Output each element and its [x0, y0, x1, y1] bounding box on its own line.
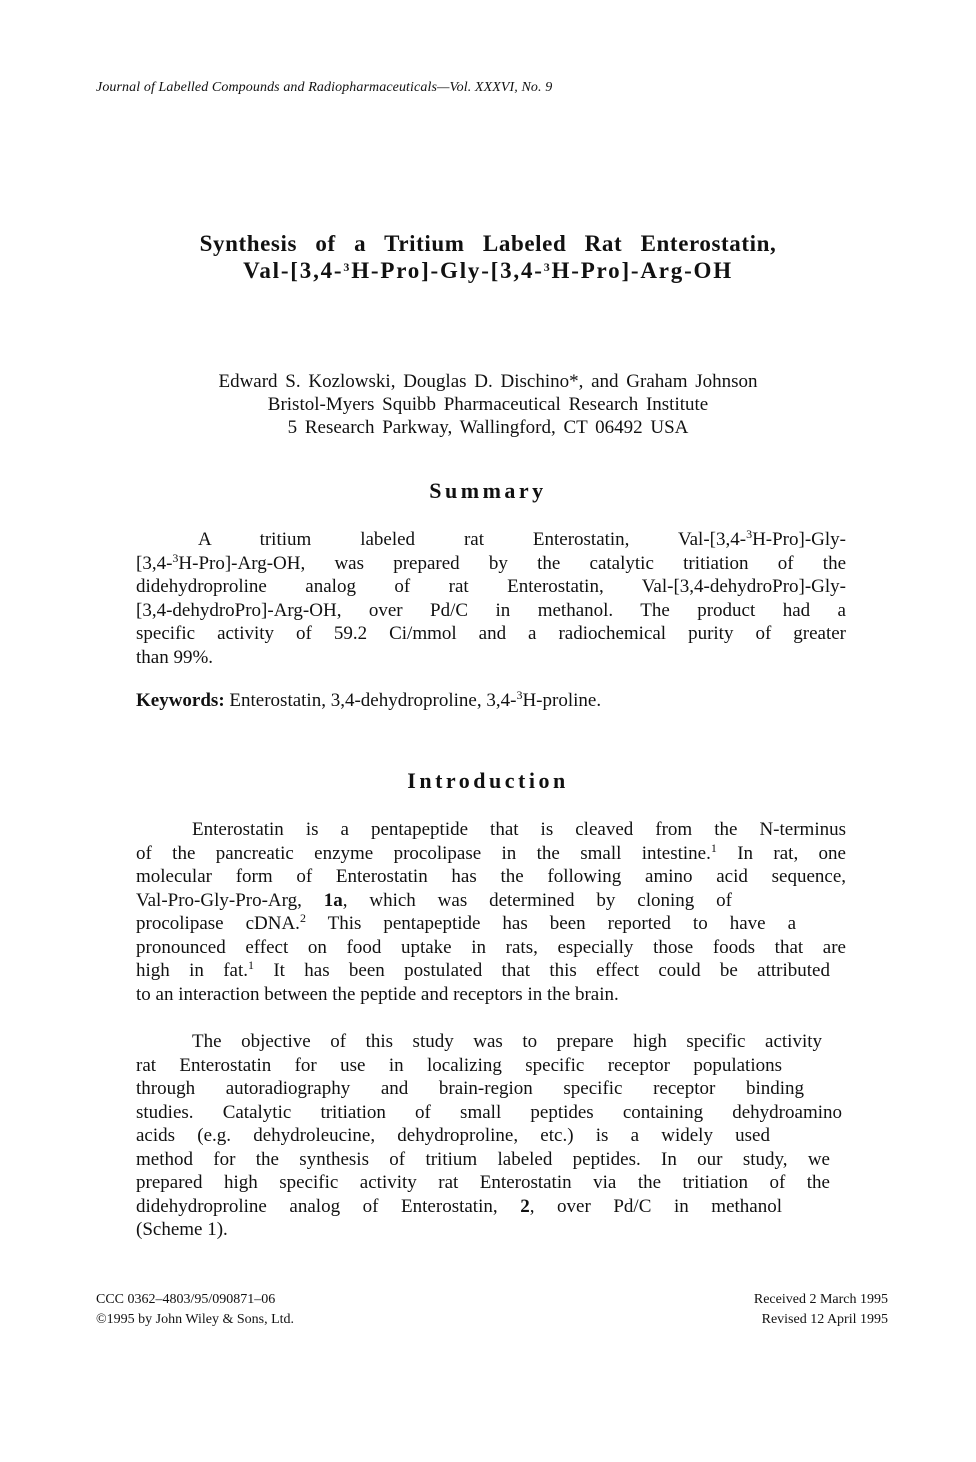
summary-heading: Summary: [429, 478, 547, 503]
intro-line: Enterostatin is a pentapeptide that is cleaved from the N-terminus: [192, 819, 846, 840]
intro-line: molecular form of Enterostatin has the following amino acid sequence,: [136, 866, 846, 887]
received-date: Received 2 March 1995: [753, 1292, 888, 1307]
journal-header: Journal of Labelled Compounds and Radiopharmaceuticals—Vol. XXXVI, No. 9: [96, 80, 553, 95]
intro-line: rat Enterostatin for use in localizing specific receptor populations: [136, 1054, 782, 1076]
introduction-heading: Introduction: [407, 768, 569, 793]
summary-line: than 99%.: [136, 646, 214, 668]
summary-line: [3,4-$^3$H-Pro]-Arg-OH, was prepared by the catalytic tritiation of the: [136, 550, 846, 574]
introduction-paragraph-1: [136, 818, 846, 1006]
footer-dates-block: [620, 1290, 888, 1330]
intro-line: to an interaction between the peptide and receptors in the brain.: [136, 983, 619, 1005]
summary-line: didehydroproline analog of rat Enterostatin, Val-[3,4-dehydroPro]-Gly-: [136, 576, 846, 597]
intro-line: Val-Pro-Gly-Pro-Arg, 1a, which was determined by cloning of: [136, 889, 732, 911]
intro-line: prepared high specific activity rat Enterostatin via the tritiation of the: [136, 1172, 830, 1193]
summary-line: [3,4-dehydroPro]-Arg-OH, over Pd/C in methanol. The product had a: [136, 599, 846, 621]
copyright-notice: ©1995 by John Wiley & Sons, Ltd.: [96, 1312, 295, 1327]
keywords-label: Keywords:: [136, 690, 225, 711]
article-title: [0, 230, 976, 284]
revised-date: Revised 12 April 1995: [761, 1312, 888, 1327]
intro-line: procolipase cDNA.$^2$ This pentapeptide has been reported to have a: [136, 911, 796, 934]
author-names: Edward S. Kozlowski, Douglas D. Dischino*, and Graham Johnson: [218, 371, 758, 392]
intro-line: of the pancreatic enzyme procolipase in the small intestine.$^1$ In rat, one: [136, 840, 846, 864]
author-institution: Bristol-Myers Squibb Pharmaceutical Research Institute: [267, 394, 709, 415]
intro-line: through autoradiography and brain-region specific receptor binding: [136, 1078, 804, 1099]
summary-line: specific activity of 59.2 Ci/mmol and a radiochemical purity of greater: [136, 623, 846, 644]
intro-line: The objective of this study was to prepare high specific activity: [192, 1031, 822, 1052]
intro-line: (Scheme 1).: [136, 1219, 228, 1240]
title-line-1: Synthesis of a Tritium Labeled Rat Enterostatin,: [199, 231, 777, 256]
intro-line: acids (e.g. dehydroleucine, dehydroproline, etc.) is a widely used: [136, 1125, 770, 1146]
introduction-paragraph-2: [136, 1030, 846, 1242]
intro-line: method for the synthesis of tritium labeled peptides. In our study, we: [136, 1148, 830, 1170]
keywords-line: Keywords: Enterostatin, 3,4-dehydroproline, 3,4-$^3$H-proline.: [136, 688, 602, 711]
summary-line: A tritium labeled rat Enterostatin, Val-[3,4-$^3$H-Pro]-Gly-: [198, 527, 846, 550]
title-line-2: Val-[3,4-$^3$H-Pro]-Gly-[3,4-$^3$H-Pro]-Arg-OH: [243, 258, 733, 283]
summary-paragraph: [136, 528, 846, 669]
intro-line: high in fat.$^1$ It has been postulated that this effect could be attributed: [136, 958, 830, 981]
intro-line: studies. Catalytic tritiation of small peptides containing dehydroamino: [136, 1101, 842, 1123]
author-address: 5 Research Parkway, Wallingford, CT 06492 USA: [287, 417, 689, 438]
ccc-code: CCC 0362–4803/95/090871–06: [96, 1292, 276, 1307]
intro-line: pronounced effect on food uptake in rats, especially those foods that are: [136, 936, 846, 958]
author-block: [0, 370, 976, 439]
footer-copyright-block: [96, 1290, 294, 1330]
intro-line: didehydroproline analog of Enterostatin, 2, over Pd/C in methanol: [136, 1195, 782, 1217]
